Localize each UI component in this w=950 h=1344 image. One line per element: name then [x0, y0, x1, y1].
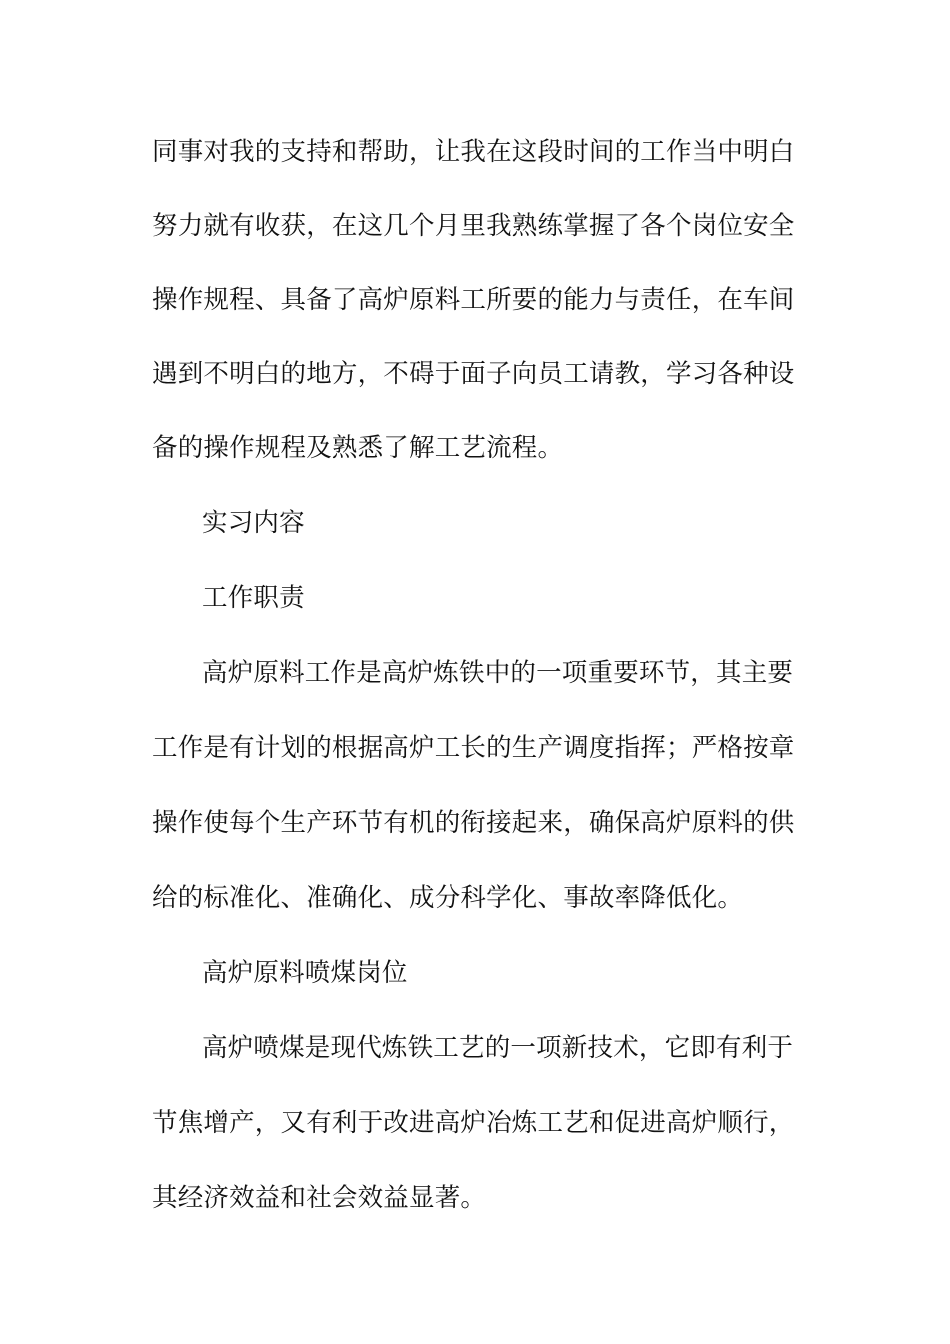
paragraph-first-line: 高炉原料工作是高炉炼铁中的一项重要环节，其主要	[202, 658, 794, 688]
section-heading: 工作职责	[202, 583, 305, 613]
section-heading: 实习内容	[202, 508, 305, 538]
body-line: 遇到不明白的地方，不碍于面子向员工请教，学习各种设	[152, 359, 795, 389]
section-heading: 高炉原料喷煤岗位	[202, 958, 408, 988]
body-line: 努力就有收获，在这几个月里我熟练掌握了各个岗位安全	[152, 211, 795, 241]
body-line: 给的标准化、准确化、成分科学化、事故率降低化。	[152, 883, 744, 913]
paragraph-first-line: 高炉喷煤是现代炼铁工艺的一项新技术，它即有利于	[202, 1033, 794, 1063]
body-line: 其经济效益和社会效益显著。	[152, 1183, 487, 1213]
body-line: 操作使每个生产环节有机的衔接起来，确保高炉原料的供	[152, 808, 795, 838]
body-line: 备的操作规程及熟悉了解工艺流程。	[152, 433, 564, 463]
body-line: 节焦增产，又有利于改进高炉冶炼工艺和促进高炉顺行，	[152, 1108, 795, 1138]
body-line: 工作是有计划的根据高炉工长的生产调度指挥；严格按章	[152, 733, 795, 763]
body-line: 操作规程、具备了高炉原料工所要的能力与责任，在车间	[152, 285, 795, 315]
body-line: 同事对我的支持和帮助，让我在这段时间的工作当中明白	[152, 137, 795, 167]
